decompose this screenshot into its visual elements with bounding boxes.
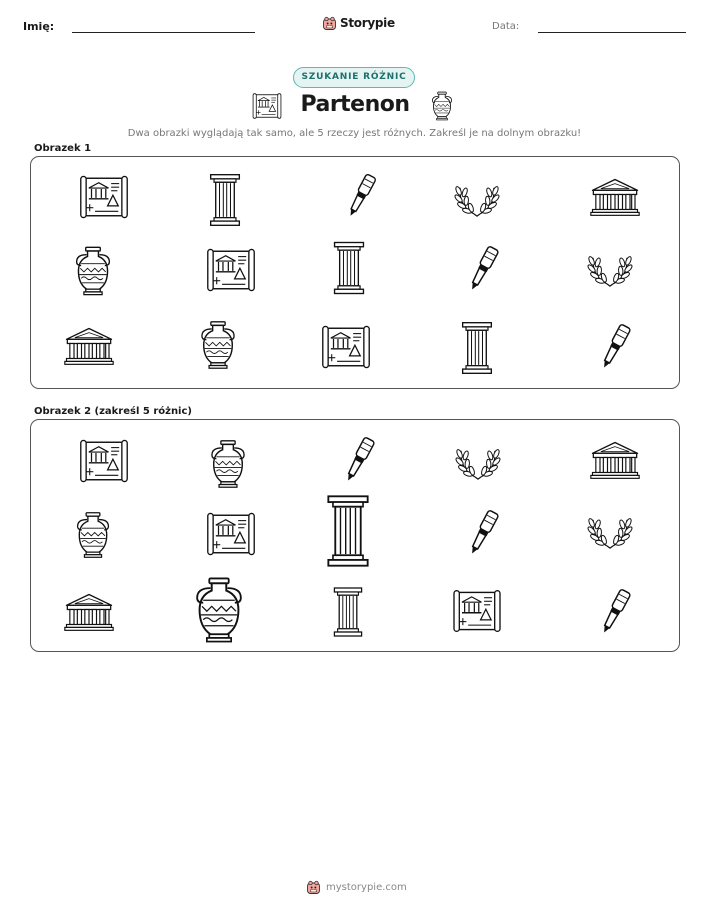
chisel-icon (596, 321, 634, 373)
amphora-icon (198, 320, 238, 370)
blueprint-icon (252, 91, 282, 121)
picture-2-panel (30, 419, 680, 652)
amphora-icon (74, 511, 112, 559)
storypie-mascot-icon (306, 880, 321, 895)
amphora-icon (208, 439, 248, 489)
blueprint-icon (321, 322, 371, 372)
amphora-icon (427, 91, 457, 121)
temple-icon (590, 439, 640, 481)
column-icon (332, 586, 364, 638)
chisel-icon (464, 507, 502, 559)
date-label: Data: (492, 21, 520, 32)
activity-tag: SZUKANIE RÓŻNIC (293, 67, 415, 88)
name-write-line (72, 32, 255, 33)
column-icon (332, 240, 366, 296)
blueprint-icon (452, 588, 502, 634)
blueprint-icon (79, 172, 129, 222)
blueprint-icon (206, 509, 256, 559)
blueprint-icon (79, 436, 129, 486)
instructions: Dwa obrazki wyglądają tak samo, ale 5 rzeczy jest różnych. Zakreśl je na dolnym obrazku! (127, 128, 582, 139)
storypie-mascot-icon (322, 16, 337, 31)
temple-icon (64, 590, 114, 634)
temple-icon (64, 324, 114, 368)
name-label: Imię: (23, 20, 55, 33)
laurel-wreath-icon (454, 175, 500, 219)
picture-1-label: Obrazek 1 (34, 143, 92, 154)
picture-1-panel (30, 156, 680, 389)
amphora-icon (73, 245, 113, 297)
column-icon (208, 173, 242, 227)
chisel-icon (342, 171, 380, 221)
amphora-icon (191, 576, 247, 644)
worksheet-header (0, 0, 709, 50)
footer-site-link[interactable]: mystorypie.com (326, 882, 407, 893)
page-title: Partenon (300, 92, 410, 117)
column-icon (460, 321, 494, 375)
column-icon (324, 494, 372, 568)
chisel-icon (464, 243, 502, 295)
laurel-wreath-icon (587, 507, 633, 551)
laurel-wreath-icon (587, 245, 633, 289)
brand-logo (322, 13, 395, 33)
temple-icon (590, 176, 640, 218)
brand-name: Storypie (340, 16, 395, 30)
chisel-icon (340, 434, 378, 486)
laurel-wreath-icon (455, 438, 501, 482)
footer (306, 880, 407, 895)
chisel-icon (596, 586, 634, 638)
picture-2-label: Obrazek 2 (zakreśl 5 różnic) (34, 406, 192, 417)
date-write-line (538, 32, 686, 33)
blueprint-icon (206, 245, 256, 295)
